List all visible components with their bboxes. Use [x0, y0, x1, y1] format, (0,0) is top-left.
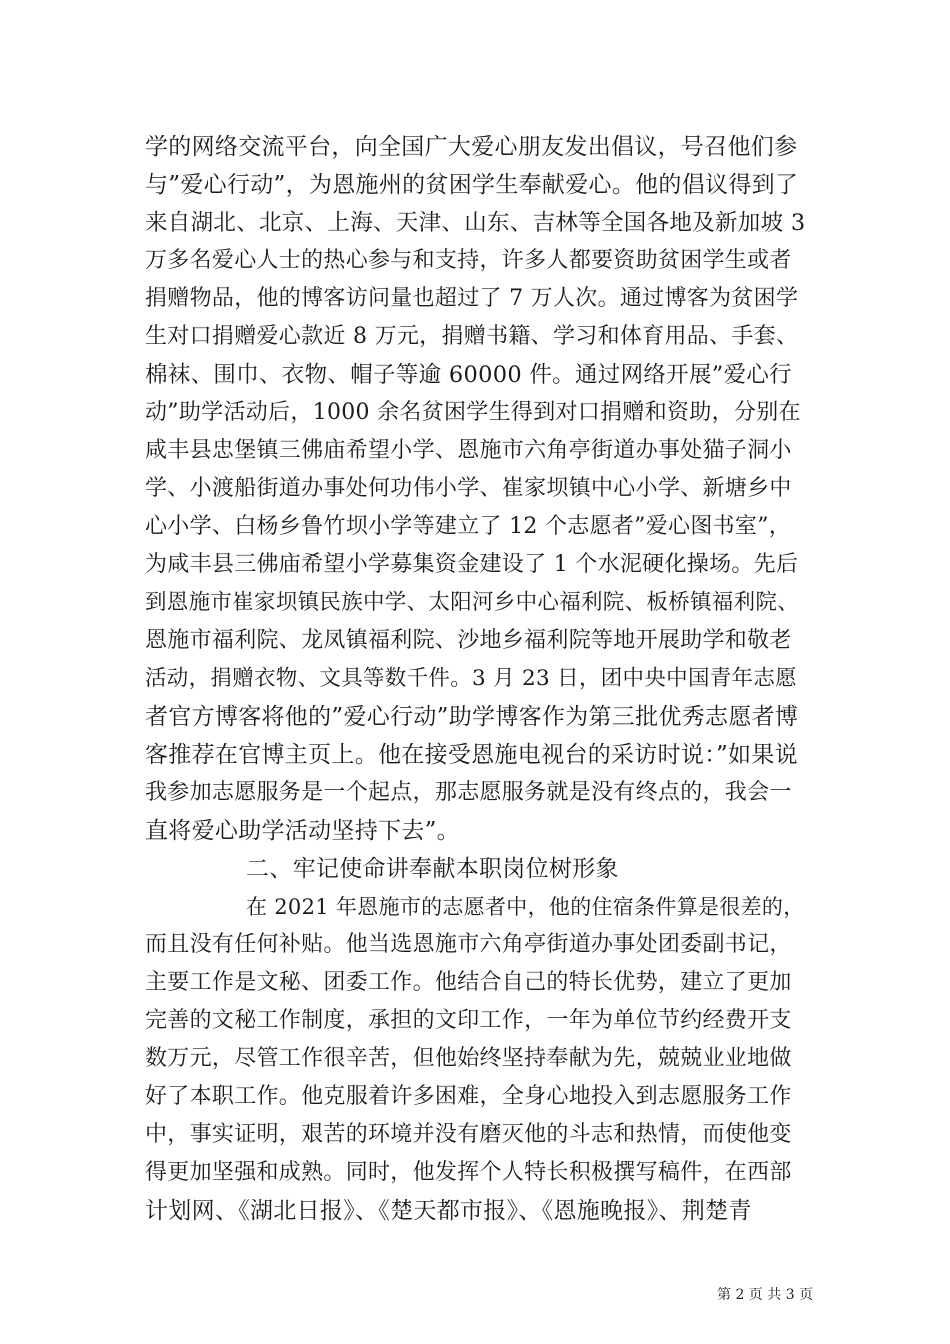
text-line: 动”助学活动后，1000 余名贫困学生得到对口捐赠和资助，分别在 [145, 400, 801, 425]
text-line: 与”爱心行动”，为恩施州的贫困学生奉献爱心。他的倡议得到了 [145, 172, 799, 198]
section-heading: 二、牢记使命讲奉献本职岗位树形象 [246, 856, 619, 882]
text-line: 万多名爱心人士的热心参与和支持，许多人都要资助贫困学生或者 [145, 248, 792, 273]
text-line: 恩施市福利院、龙凤镇福利院、沙地乡福利院等地开展助学和敬老 [145, 628, 792, 653]
text-line: 在 2021 年恩施市的志愿者中，他的住宿条件算是很差的， [246, 895, 805, 919]
text-line: 学、小渡船街道办事处何功伟小学、崔家坝镇中心小学、新塘乡中 [145, 476, 792, 501]
text-line: 为咸丰县三佛庙希望小学募集资金建设了 1 个水泥硬化操场。先后 [145, 552, 799, 577]
text-line: 主要工作是文秘、团委工作。他结合自己的特长优势，建立了更加 [145, 970, 792, 995]
page-number: 第 2 页 共 3 页 [717, 1287, 814, 1303]
text-line: 得更加坚强和成熟。同时，他发挥个人特长积极撰写稿件，在西部 [145, 1160, 792, 1185]
text-line: 计划网、《湖北日报》、《楚天都市报》、《恩施晚报》、荆楚青 [145, 1198, 752, 1224]
text-line: 生对口捐赠爱心款近 8 万元，捐赠书籍、学习和体育用品、手套、 [145, 324, 799, 349]
text-line: 活动，捐赠衣物、文具等数千件。3 月 23 日，团中央中国青年志愿 [145, 666, 797, 691]
text-line: 捐赠物品，他的博客访问量也超过了 7 万人次。通过博客为贫困学 [145, 286, 799, 311]
text-line: 来自湖北、北京、上海、天津、山东、吉林等全国各地及新加坡 3 [145, 210, 806, 236]
text-line: 好了本职工作。他克服着许多困难，全身心地投入到志愿服务工作 [145, 1084, 792, 1109]
text-line: 而且没有任何补贴。他当选恩施市六角亭街道办事处团委副书记， [145, 932, 792, 957]
text-line: 学的网络交流平台，向全国广大爱心朋友发出倡议，号召他们参 [145, 134, 798, 160]
text-line: 我参加志愿服务是一个起点，那志愿服务就是没有终点的，我会一 [145, 780, 792, 805]
text-line: 直将爱心助学活动坚持下去”。 [145, 818, 460, 844]
text-line: 客推荐在官博主页上。他在接受恩施电视台的采访时说：”如果说 [145, 742, 798, 768]
text-line: 咸丰县忠堡镇三佛庙希望小学、恩施市六角亭街道办事处猫子洞小 [145, 438, 792, 463]
text-line: 者官方博客将他的”爱心行动”助学博客作为第三批优秀志愿者博 [145, 704, 799, 730]
text-line: 到恩施市崔家坝镇民族中学、太阳河乡中心福利院、板桥镇福利院、 [145, 590, 800, 615]
text-line: 心小学、白杨乡鲁竹坝小学等建立了 12 个志愿者”爱心图书室”， [145, 514, 792, 539]
text-line: 棉袜、围巾、衣物、帽子等逾 60000 件。通过网络开展”爱心行 [145, 362, 792, 388]
text-line: 完善的文秘工作制度，承担的文印工作，一年为单位节约经费开支 [145, 1008, 792, 1033]
text-line: 中，事实证明，艰苦的环境并没有磨灭他的斗志和热情，而使他变 [145, 1122, 792, 1147]
text-line: 数万元，尽管工作很辛苦，但他始终坚持奉献为先，兢兢业业地做 [145, 1046, 792, 1071]
